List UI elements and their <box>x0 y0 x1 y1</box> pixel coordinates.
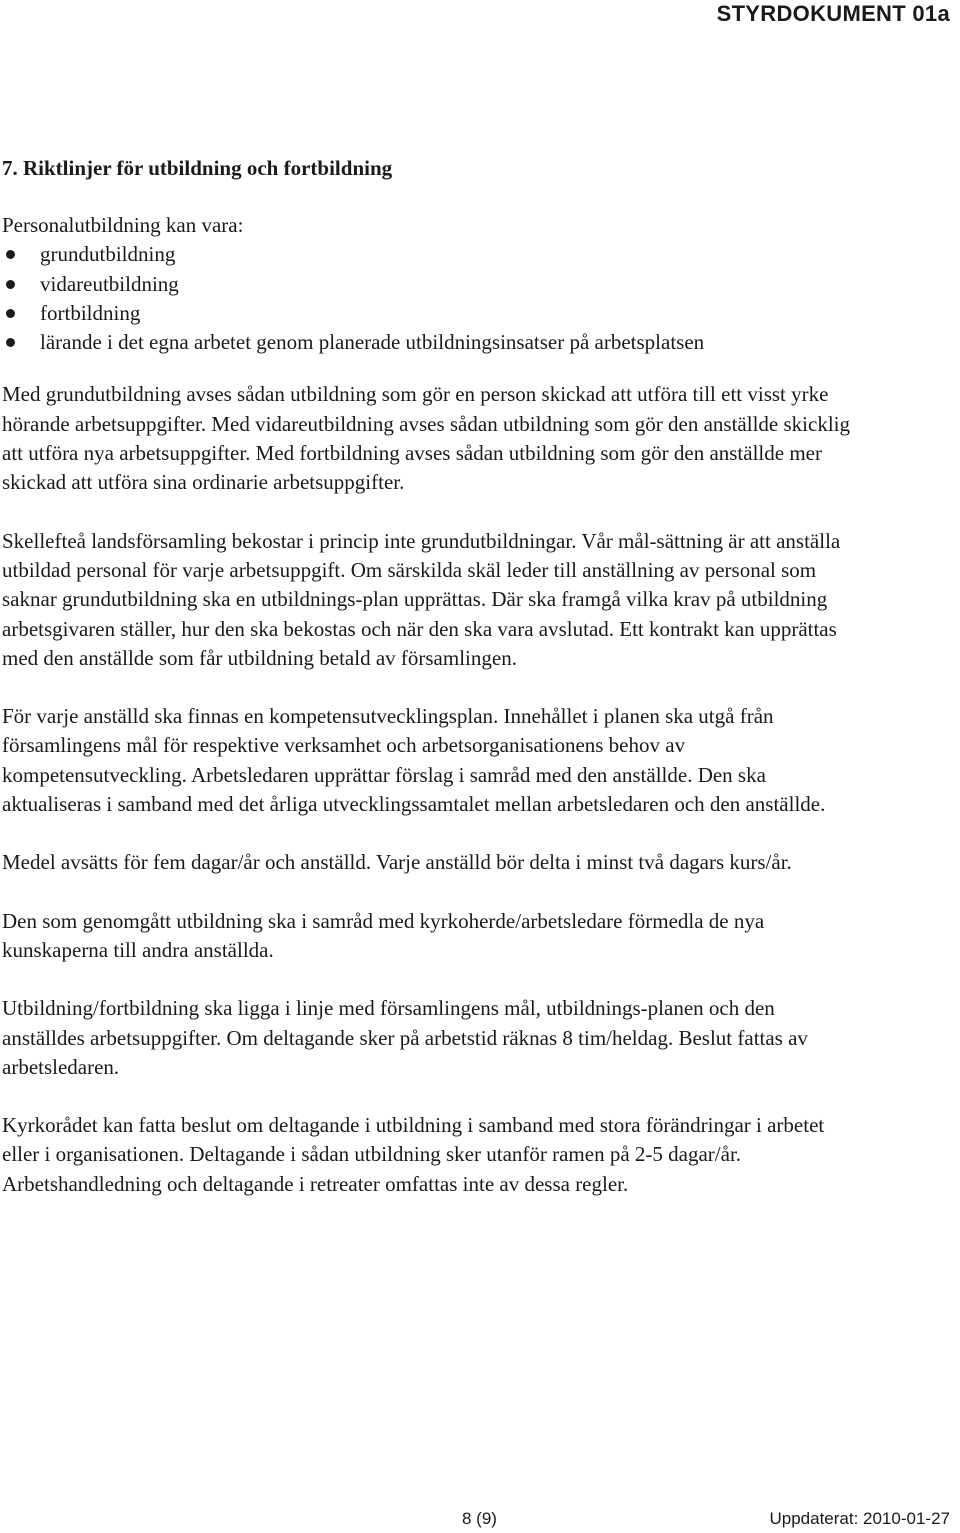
bullet-icon <box>6 309 15 318</box>
document-header-title: STYRDOKUMENT 01a <box>716 1 950 26</box>
list-item-text: fortbildning <box>40 300 141 325</box>
page-number: 8 (9) <box>462 1509 497 1528</box>
training-types-list <box>2 240 850 357</box>
paragraph-knowledge-sharing: Den som genomgått utbildning ska i samråd med kyrkoherde/arbetsledare förmedla de nya kunskaperna till andra anställda. <box>2 908 765 962</box>
bullet-icon <box>6 250 15 259</box>
bullet-icon <box>6 338 15 347</box>
updated-date: Uppdaterat: 2010-01-27 <box>769 1509 950 1528</box>
paragraph-alignment: Utbildning/fortbildning ska ligga i linje med församlingens mål, utbildnings-planen och den anställdes arbetsuppgifter. Om deltagande sker på arbetstid räknas 8 tim/heldag. Beslut fattas av arbetsledaren. <box>2 996 808 1079</box>
list-item <box>2 270 850 299</box>
document-body <box>2 154 850 1228</box>
list-item-text: vidareutbildning <box>40 271 179 296</box>
paragraph-church-council: Kyrkorådet kan fatta beslut om deltagande i utbildning i samband med stora förändringar i arbetet eller i organisationen. Deltagande i sådan utbildning sker utanför ramen på 2-5 dagar/år. Arbetshandledning och deltagande i retreater omfattas inte av dessa regler. <box>2 1113 825 1196</box>
bullet-intro: Personalutbildning kan vara: <box>2 213 244 237</box>
paragraph-funding: Skellefteå landsförsamling bekostar i princip inte grundutbildningar. Vår mål-sättning är att anställa utbildad personal för varje arbetsuppgift. Om särskilda skäl leder till anställning av personal som saknar grundutbildning ska en utbildnings-plan upprättas. Där ska framgå vilka krav på utbildning arbetsgivaren ställer, hur den ska bekostas och när den ska vara avslutad. Ett kontrakt kan upprättas med den anställde som får utbildning betald av församlingen. <box>2 528 841 670</box>
paragraph-definitions: Med grundutbildning avses sådan utbildning som gör en person skickad att utföra till ett visst yrke hörande arbetsuppgifter. Med vidareutbildning avses sådan utbildning som gör den anställde skicklig att utföra nya arbetsuppgifter. Med fortbildning avses sådan utbildning som gör den anställde mer skickad att utföra sina ordinarie arbetsuppgifter. <box>2 382 850 495</box>
paragraph-competence-plan: För varje anställd ska finnas en kompetensutvecklingsplan. Innehållet i planen ska utgå från församlingens mål för respektive verksamhet och arbetsorganisationens behov av kompetensutveckling. Arbetsledaren upprättar förslag i samråd med den anställde. Den ska aktualiseras i samband med det årliga utvecklingssamtalet mellan arbetsledaren och den anställde. <box>2 704 826 817</box>
list-item-text: grundutbildning <box>40 242 176 267</box>
list-item-text: lärande i det egna arbetet genom planerade utbildningsinsatser på arbetsplatsen <box>40 330 705 355</box>
list-item <box>2 328 850 357</box>
list-item <box>2 299 850 328</box>
paragraph-budget: Medel avsätts för fem dagar/år och anställd. Varje anställd bör delta i minst två dagars kurs/år. <box>2 850 792 875</box>
list-item <box>2 240 850 269</box>
bullet-icon <box>6 280 15 289</box>
section-heading: 7. Riktlinjer för utbildning och fortbildning <box>2 156 393 180</box>
